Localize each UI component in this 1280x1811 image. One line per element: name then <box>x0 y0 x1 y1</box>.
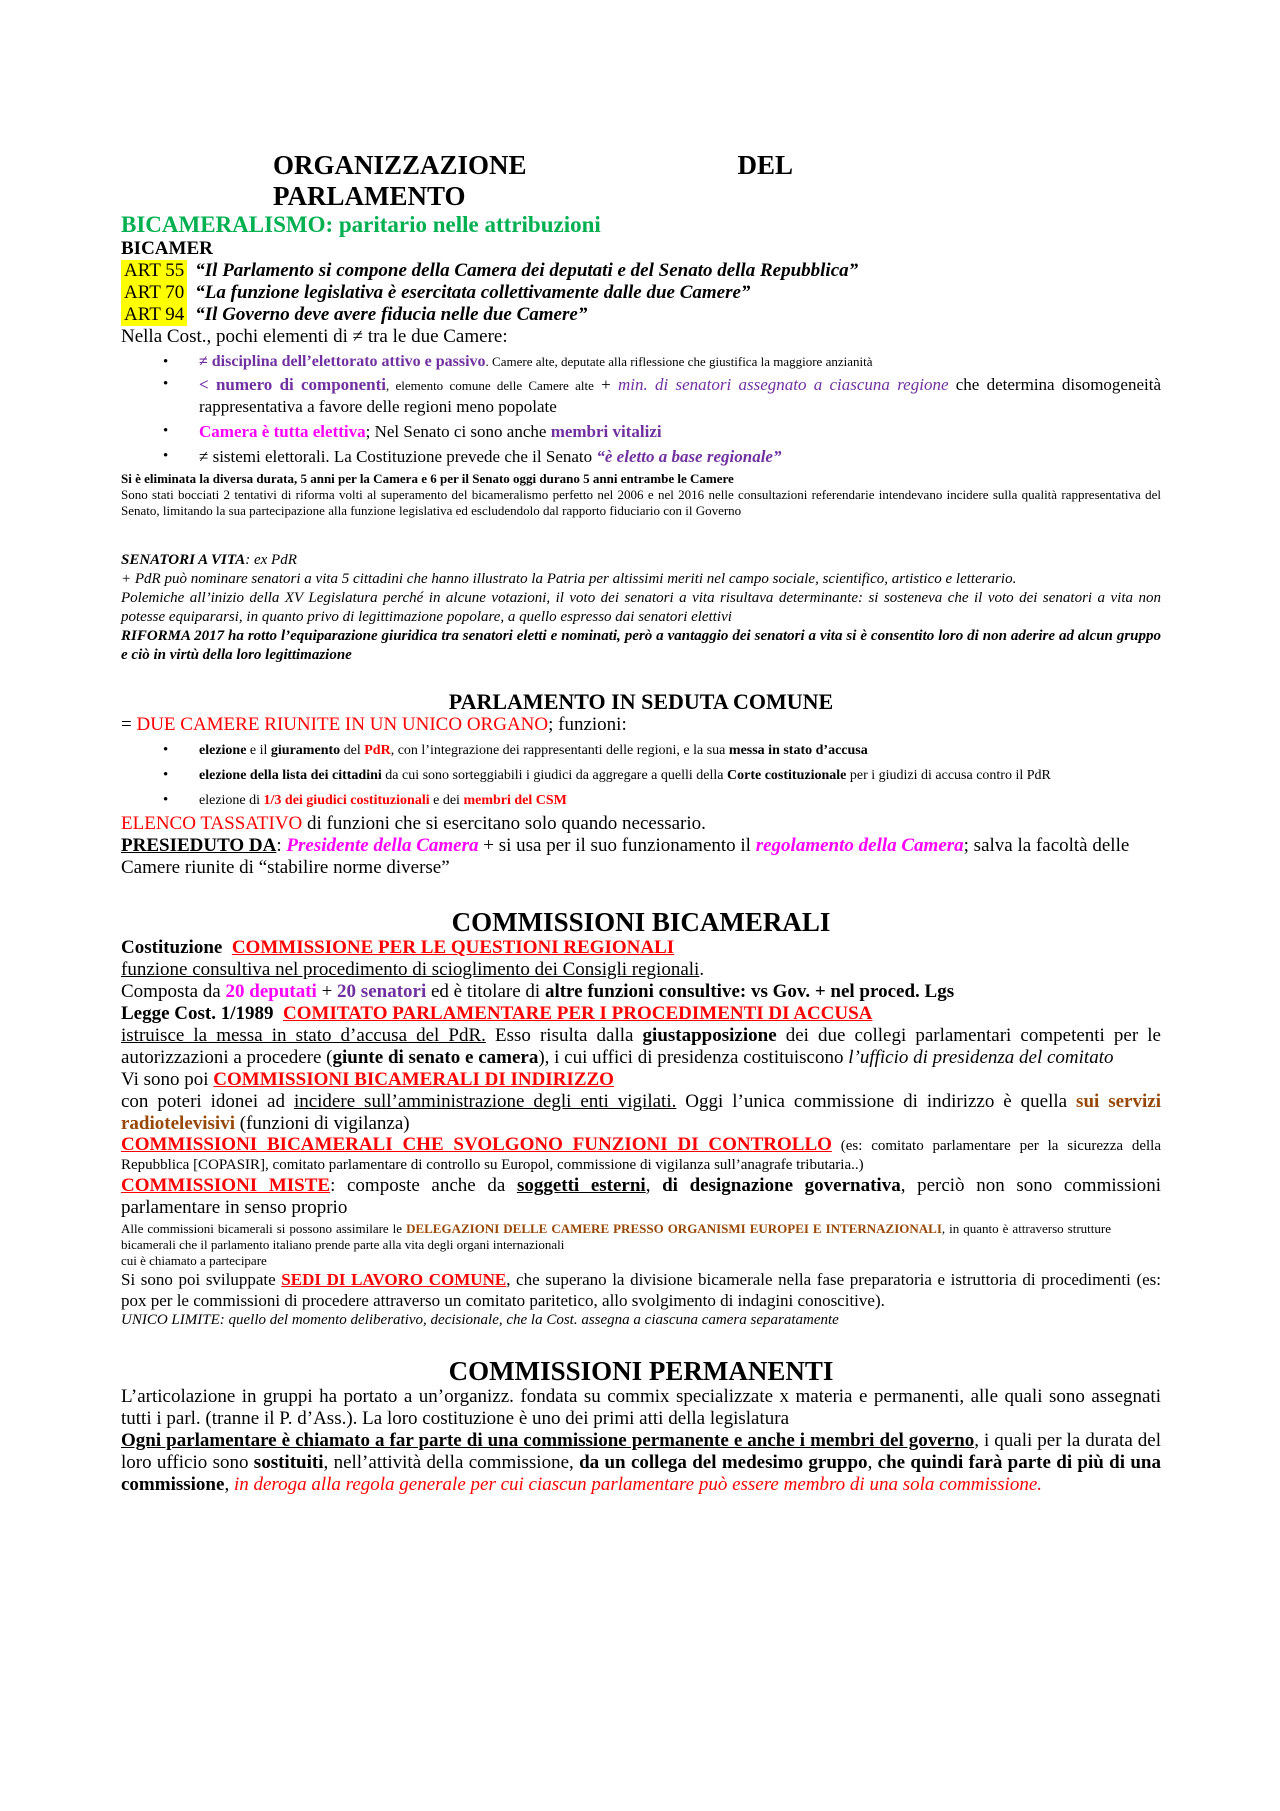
senatori-line-3: RIFORMA 2017 ha rotto l’equiparazione giuridica tra senatori eletti e nominati, però a vantaggio dei senatori a vita si è consentito loro di non aderire ad alcun gruppo e ciò in virtù della loro legittimazione <box>121 628 1161 663</box>
bicam-intro: Nella Cost., pochi elementi di ≠ tra le due Camere: <box>121 326 508 347</box>
bicamerali-c2-body <box>121 1025 1161 1069</box>
title-word-3: PARLAMENTO <box>273 181 466 211</box>
list-item-bold: Corte costituzionale <box>727 768 847 783</box>
senatori-heading <box>121 551 1161 570</box>
list-item-text: che determina disomogeneità rappresentativa a favore delle regioni meno popolate <box>199 375 1161 416</box>
bicamerali-c1 <box>121 937 1161 959</box>
presieduto-head: PRESIEDUTO DA <box>121 835 277 856</box>
list-item-text: , elemento comune delle Camere alte <box>386 378 594 393</box>
p2-underlined: Ogni parlamentare è chiamato a far parte di una commissione permanente e anche i membri del governo <box>121 1430 975 1451</box>
c5-red: COMMISSIONI MISTE <box>121 1175 331 1196</box>
c5-text: , perciò non sono commissioni parlamentare in senso proprio <box>121 1175 1161 1218</box>
c2-bold: giustapposizione <box>642 1025 777 1046</box>
presieduto-colon: : <box>276 835 287 856</box>
bicamerali-heading: COMMISSIONI BICAMERALI <box>451 907 831 937</box>
list-item-text: ; Nel Senato ci sono anche <box>365 422 551 441</box>
c6-text: Alle commissioni bicamerali si possono assimilare le <box>121 1221 407 1236</box>
p2-bold: che quindi farà parte di più di una commissione <box>121 1452 1161 1495</box>
c3-red: COMMISSIONI BICAMERALI DI INDIRIZZO <box>213 1069 614 1090</box>
c2-red: COMITATO PARLAMENTARE PER I PROCEDIMENTI DI ACCUSA <box>283 1003 873 1024</box>
art-label: ART 94 <box>121 304 187 326</box>
art-55-row <box>121 260 1161 282</box>
list-item-text: elezione di <box>199 793 264 808</box>
list-item-bold: elezione della lista dei cittadini <box>199 768 382 783</box>
seduta-heading: PARLAMENTO IN SEDUTA COMUNE <box>448 689 834 714</box>
p2-red: in deroga alla regola generale per cui ciascun parlamentare può essere membro di una sola commissione. <box>233 1474 1043 1495</box>
list-item <box>199 742 1161 759</box>
bicamerali-c5 <box>121 1175 1161 1219</box>
senatori-title: SENATORI A VITA <box>121 552 246 568</box>
bicamer-subheading: BICAMER <box>121 238 213 259</box>
senatori-line-2: Polemiche all’inizio della XV Legislatura perché in alcune votazioni, il voto dei senatori a vita risultava determinante: si sosteneva che il voto dei senatori a vita non potesse equipararsi, in quanto privo di legittimazione popolare, a quello espresso dai senatori elettivi <box>121 590 1161 625</box>
seduta-functions-list <box>121 742 1161 809</box>
seduta-elenco <box>121 813 1161 835</box>
list-item <box>199 421 1161 442</box>
bicamerali-c1-comp <box>121 981 1161 1003</box>
permanenti-p1: L’articolazione in gruppi ha portato a un’organizz. fondata su commix specializzate x materia e permanenti, alle quali sono assegnati tutti i parl. (tranne il P. d’Ass.). La loro costituzione è uno dei primi atti della legislatura <box>121 1386 1161 1429</box>
list-item-text: + <box>593 375 618 394</box>
c2-bold: giunte di senato e camera <box>332 1047 539 1068</box>
seduta-intro-rest: ; funzioni: <box>548 714 627 735</box>
list-item-text: . Camere alte, deputate alla riflessione che giustifica la maggiore anzianità <box>485 354 873 369</box>
list-item-text: e dei <box>429 793 464 808</box>
c1-dot: . <box>699 959 705 980</box>
bicamerali-c6b: cui è chiamato a partecipare <box>121 1253 267 1268</box>
art-text: “Il Governo deve avere fiducia nelle due Camere” <box>195 304 588 325</box>
list-item-bold: giuramento <box>270 743 341 758</box>
bicamerali-c3-body <box>121 1091 1161 1135</box>
title-word-1: ORGANIZZAZIONE <box>273 150 527 180</box>
bicamerali-c2 <box>121 1003 1161 1025</box>
seduta-eq: = <box>121 714 137 735</box>
c1-comp-text: + <box>316 981 338 1002</box>
list-item-italic: “è eletto a base regionale” <box>596 447 782 466</box>
presieduto-text: + si usa per il suo funzionamento il <box>478 835 756 856</box>
c1-comp-text: Composta da <box>121 981 226 1002</box>
p2-text: , <box>224 1474 234 1495</box>
seduta-intro <box>121 714 1161 736</box>
c4-red: COMMISSIONI BICAMERALI CHE SVOLGONO FUNZIONI DI CONTROLLO <box>121 1134 832 1155</box>
c1-pre: Costituzione <box>121 937 223 958</box>
art-text: “Il Parlamento si compone della Camera dei deputati e del Senato della Repubblica” <box>195 260 859 281</box>
c7-text: , che superano la divisione bicamerale nella fase preparatoria e istruttoria di procedimenti (es: pox per le commissioni di procedere attraverso un comitato paritetico, allo svolgimento di indagini conoscitive). <box>121 1270 1161 1310</box>
c2-pre: Legge Cost. 1/1989 <box>121 1003 274 1024</box>
c3-pre: Vi sono poi <box>121 1069 214 1090</box>
bicamerali-c4 <box>121 1135 1161 1175</box>
c1-comp-text: ed è titolare di <box>426 981 545 1002</box>
c2-text: Esso risulta dalla <box>485 1025 643 1046</box>
list-item-bold: membri vitalizi <box>550 422 662 441</box>
p2-text: , <box>867 1452 878 1473</box>
senatori-line-1: + PdR può nominare senatori a vita 5 cittadini che hanno illustrato la Patria per altissimi meriti nel campo sociale, scientifico, artistico e letterario. <box>121 571 1017 587</box>
c3-underlined: incidere sull’amministrazione degli enti vigilati. <box>293 1091 677 1112</box>
list-item <box>199 767 1161 784</box>
c3-text: (funzioni di vigilanza) <box>234 1113 410 1134</box>
document-page <box>121 150 1161 1496</box>
list-item-magenta: Camera è tutta elettiva <box>199 422 366 441</box>
c5-text: : composte anche da <box>330 1175 517 1196</box>
bicam-differences-list <box>121 354 1161 467</box>
elenco-red: ELENCO TASSATIVO <box>121 813 303 834</box>
c4-text: (es: comitato parlamentare per la sicurezza della Repubblica [COPASIR], comitato parlamentare di controllo su Europol, commissione di vigilanza sull’anagrafe tributaria..) <box>121 1138 1161 1173</box>
art-label: ART 55 <box>121 260 187 282</box>
c6-text: , in quanto è attraverso strutture bicamerali che il parlamento italiano prende parte alla vita degli organi internazionali <box>121 1221 1111 1252</box>
art-label: ART 70 <box>121 282 187 304</box>
art-text: “La funzione legislativa è esercitata collettivamente dalle due Camere” <box>195 282 751 303</box>
list-item-bold: messa in stato d’accusa <box>728 743 868 758</box>
p2-text: , i quali per la durata del loro ufficio sono <box>121 1430 1161 1473</box>
list-item-italic: min. di senatori assegnato a ciascuna regione <box>617 375 949 394</box>
list-item <box>199 792 1161 809</box>
bicamerali-c7 <box>121 1269 1161 1311</box>
list-item-text: , con l’integrazione dei rappresentanti delle regioni, e la sua <box>390 743 729 758</box>
bicamerali-c8: UNICO LIMITE: quello del momento deliberativo, decisionale, che la Cost. assegna a ciascuna camera separatamente <box>121 1312 839 1328</box>
bicam-note-bold: Si è eliminata la diversa durata, 5 anni per la Camera e 6 per il Senato oggi durano 5 anni entrambe le Camere <box>121 471 734 486</box>
bicam-note: Sono stati bocciati 2 tentativi di riforma volti al superamento del bicameralismo perfetto nel 2006 e nel 2016 nelle consultazioni referendarie intendevano incidere sulla qualità rappresentativa del Senato, limitando la sua partecipazione alla funzione legislativa ed escludendolo dal rapporto fiduciario con il Governo <box>121 487 1161 518</box>
list-item-bold: elezione <box>199 743 247 758</box>
list-item <box>199 374 1161 417</box>
permanenti-p2 <box>121 1430 1161 1496</box>
presieduto-text: ; salva la facoltà delle Camere riunite di “stabilire norme diverse” <box>121 835 1130 878</box>
c1-line: funzione consultiva nel procedimento di scioglimento dei Consigli regionali <box>121 959 700 980</box>
bicamerali-c6 <box>121 1221 1111 1253</box>
list-item <box>199 446 1161 467</box>
c7-red: SEDI DI LAVORO COMUNE <box>281 1270 507 1289</box>
bicamerali-c1-line <box>121 959 1161 981</box>
c1-comp-magenta: 20 deputati <box>225 981 317 1002</box>
p2-text: , nell’attività della commissione, <box>323 1452 580 1473</box>
art-94-row <box>121 304 1161 326</box>
list-item-text: del <box>340 743 365 758</box>
c5-text: , <box>645 1175 663 1196</box>
c2-underlined: istruisce la messa in stato d’accusa del PdR. <box>121 1025 486 1046</box>
page-title <box>273 150 793 212</box>
list-item-red: 1/3 dei giudici costituzionali <box>263 793 430 808</box>
c2-text: ), i cui uffici di presidenza costituiscono <box>538 1047 849 1068</box>
c5-bold: soggetti esterni <box>516 1175 646 1196</box>
c2-italic: l’ufficio di presidenza del comitato <box>848 1047 1114 1068</box>
list-item-bold: < numero di componenti <box>199 375 387 394</box>
list-item-text: per i giudizi di accusa contro il PdR <box>846 768 1051 783</box>
c5-bold: di designazione governativa <box>662 1175 901 1196</box>
c3-text: con poteri idonei ad <box>121 1091 294 1112</box>
p2-bold: da un collega del medesimo gruppo <box>579 1452 868 1473</box>
permanenti-heading: COMMISSIONI PERMANENTI <box>448 1356 834 1386</box>
elenco-rest: di funzioni che si esercitano solo quando necessario. <box>302 813 706 834</box>
senatori-subtitle: : ex PdR <box>245 552 297 568</box>
list-item <box>199 354 1161 370</box>
presieduto-magenta: Presidente della Camera <box>286 835 479 856</box>
c2-text: dei due collegi parlamentari competenti per le autorizzazioni a procedere ( <box>121 1025 1161 1068</box>
c3-text: Oggi l’unica commissione di indirizzo è quella <box>676 1091 1077 1112</box>
c3-brown: sui servizi radiotelevisivi <box>121 1091 1161 1134</box>
c7-text: Si sono poi sviluppate <box>121 1270 282 1289</box>
list-item-bold: ≠ disciplina dell’elettorato attivo e passivo <box>199 353 486 370</box>
c6-brown: DELEGAZIONI DELLE CAMERE PRESSO ORGANISMI EUROPEI E INTERNAZIONALI <box>406 1221 942 1236</box>
list-item-red: PdR <box>364 743 391 758</box>
seduta-intro-red: DUE CAMERE RIUNITE IN UN UNICO ORGANO <box>136 714 549 735</box>
list-item-red: membri del CSM <box>463 793 567 808</box>
seduta-presieduto <box>121 835 1161 879</box>
c1-comp-bold: altre funzioni consultive: vs Gov. + nel proced. Lgs <box>544 981 955 1002</box>
bicameralismo-heading: BICAMERALISMO: paritario nelle attribuzioni <box>121 212 601 237</box>
art-70-row <box>121 282 1161 304</box>
list-item-text: e il <box>246 743 271 758</box>
presieduto-magenta: regolamento della Camera <box>755 835 964 856</box>
c1-comp-purple: 20 senatori <box>337 981 427 1002</box>
bicamerali-c3 <box>121 1069 1161 1091</box>
list-item-text: da cui sono sorteggiabili i giudici da aggregare a quelli della <box>381 768 727 783</box>
p2-bold: sostituiti <box>253 1452 324 1473</box>
title-word-2: DEL <box>737 150 793 180</box>
c1-red: COMMISSIONE PER LE QUESTIONI REGIONALI <box>231 937 675 958</box>
list-item-text: ≠ sistemi elettorali. La Costituzione prevede che il Senato <box>199 447 597 466</box>
